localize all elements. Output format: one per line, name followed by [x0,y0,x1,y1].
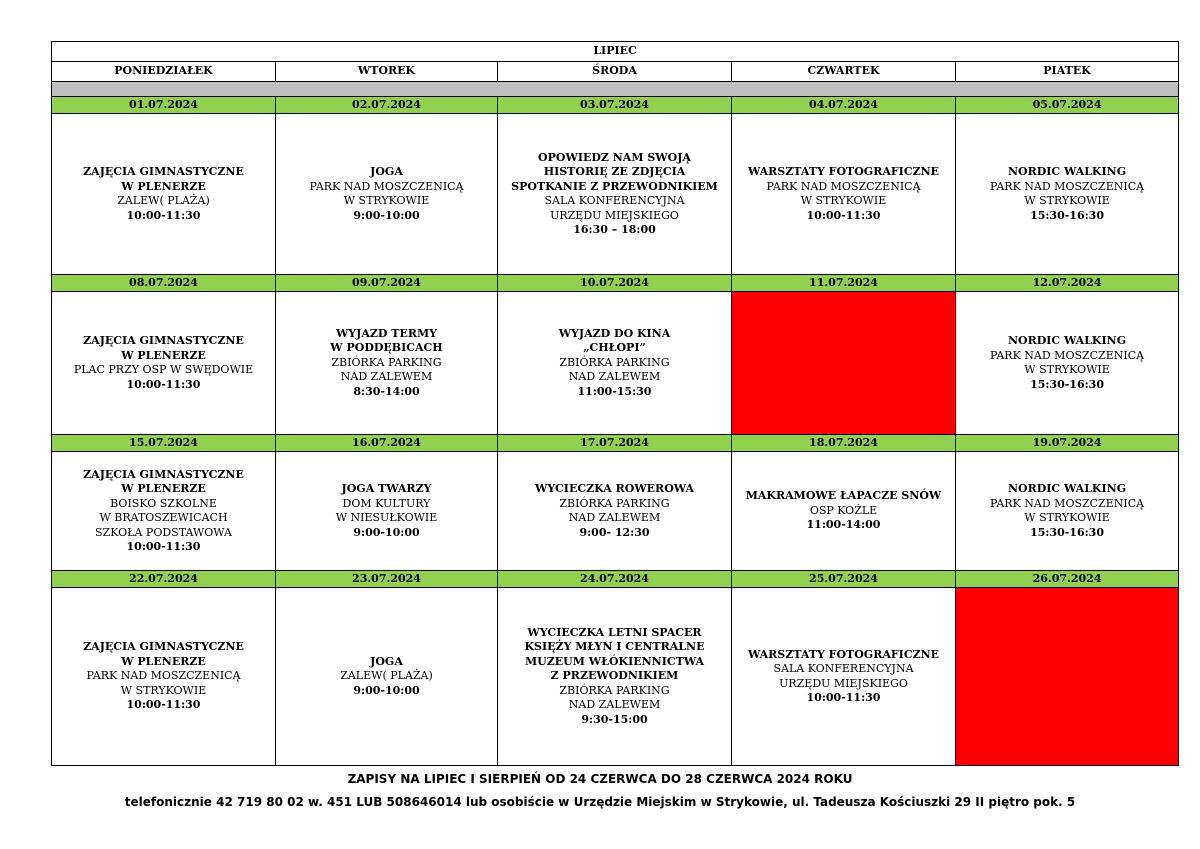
activity-place: ZBIÓRKA PARKING [559,496,670,510]
activity-title: ZAJĘCIA GIMNASTYCZNE [83,467,244,481]
date-cell: 15.07.2024 [52,435,276,452]
activity-hours: 10:00-11:30 [126,377,201,391]
date-cell: 22.07.2024 [52,571,276,588]
activity-title: SPOTKANIE Z PRZEWODNIKIEM [511,179,718,193]
activity-place: PARK NAD MOSZCZENICĄ [989,179,1145,193]
activity-title: W PODDĘBICACH [330,341,443,355]
activity-place: ZBIÓRKA PARKING [559,355,670,369]
day-header-wednesday: ŚRODA [498,62,732,82]
activity-cell [276,588,498,766]
date-cell: 26.07.2024 [956,571,1179,588]
activity-hours: 10:00-11:30 [126,208,201,222]
activity-place: SZKOŁA PODSTAWOWA [95,525,232,539]
activity-hours: 10:00-11:30 [126,698,201,712]
activity-hours: 9:00-10:00 [353,525,420,539]
activity-row [52,588,1179,766]
activity-place: OSP KOŻLE [809,503,878,517]
activity-title: WARSZTATY FOTOGRAFICZNE [747,647,940,661]
activity-title: ZAJĘCIA GIMNASTYCZNE [83,640,244,654]
activity-row [52,292,1179,435]
activity-cell [732,452,956,571]
date-cell: 08.07.2024 [52,275,276,292]
activity-title: WYJAZD TERMY [335,326,438,340]
date-row [52,97,1179,114]
activity-place: ZALEW( PLAŻA) [117,194,210,207]
activity-cell [52,292,276,435]
activity-title: WYJAZD DO KINA [558,326,671,340]
activity-row [52,452,1179,571]
activity-title: NORDIC WALKING [1007,165,1127,178]
day-header-thursday: CZWARTEK [732,62,956,82]
day-header-friday: PIATEK [956,62,1179,82]
activity-title: HISTORIĘ ZE ZDJĘCIA [543,165,686,178]
activity-cell [498,292,732,435]
footer-contact: telefonicznie 42 719 80 02 w. 451 LUB 508646014 lub osobiście w Urzędzie Miejskim w Strykowie, ul. Tadeusza Kościuszki 29 II piętro pok. 5 [124,795,1076,809]
activity-place: NAD ZALEWEM [568,511,661,524]
activity-place: ZBIÓRKA PARKING [331,355,442,369]
activity-cell [732,114,956,275]
date-cell: 23.07.2024 [276,571,498,588]
activity-title: NORDIC WALKING [1007,334,1127,347]
date-cell: 16.07.2024 [276,435,498,452]
activity-hours: 11:00-15:30 [577,384,652,398]
activity-cell [52,114,276,275]
activity-place: SALA KONFERENCYJNA [773,662,914,675]
activity-place: URZĘDU MIEJSKIEGO [550,208,679,222]
activity-title: Z PRZEWODNIKIEM [550,669,679,683]
activity-place: BOISKO SZKOLNE [110,496,217,510]
activity-title: WARSZTATY FOTOGRAFICZNE [747,165,940,178]
date-cell: 05.07.2024 [956,97,1179,114]
activity-hours: 11:00-14:00 [806,518,881,532]
activity-cell [276,452,498,571]
activity-place: PARK NAD MOSZCZENICĄ [86,669,241,683]
activity-place: ZALEW( PLAŻA) [340,669,433,683]
activity-title: MUZEUM WŁÓKIENNICTWA [525,654,704,668]
activity-cell [956,292,1179,435]
activity-place: W STRYKOWIE [1024,363,1110,376]
activity-cell [732,588,956,766]
date-cell: 12.07.2024 [956,275,1179,292]
activity-place: URZĘDU MIEJSKIEGO [779,676,908,690]
date-cell: 17.07.2024 [498,435,732,452]
activity-title: W PLENERZE [121,482,206,495]
activity-place: NAD ZALEWEM [568,370,661,384]
activity-place: NAD ZALEWEM [568,698,661,712]
activity-hours: 15:30-16:30 [1030,208,1104,222]
date-cell: 18.07.2024 [732,435,956,452]
activity-place: W STRYKOWIE [1024,511,1110,524]
activity-title: JOGA TWARZY [341,482,432,495]
activity-title: OPOWIEDZ NAM SWOJĄ [538,150,691,164]
date-cell: 24.07.2024 [498,571,732,588]
activity-cell [956,452,1179,571]
activity-title: WYCIECZKA LETNI SPACER [527,625,702,639]
schedule-table [51,41,1179,766]
date-cell: 02.07.2024 [276,97,498,114]
no-activity-cell [956,588,1179,766]
activity-title: ZAJĘCIA GIMNASTYCZNE [83,165,244,178]
activity-title: JOGA [370,165,403,178]
no-activity-cell [732,292,956,435]
activity-place: W NIESUŁKOWIE [335,511,438,524]
activity-place: NAD ZALEWEM [340,370,433,384]
activity-place: ZBIÓRKA PARKING [559,683,670,697]
activity-title: „CHŁOPI” [583,341,646,355]
activity-cell [52,452,276,571]
activity-cell [276,114,498,275]
activity-place: W STRYKOWIE [343,194,430,207]
activity-cell [276,292,498,435]
date-cell: 09.07.2024 [276,275,498,292]
activity-row [52,114,1179,275]
activity-place: PARK NAD MOSZCZENICĄ [309,179,464,193]
date-cell: 10.07.2024 [498,275,732,292]
activity-place: PARK NAD MOSZCZENICĄ [989,348,1145,362]
activity-cell [956,114,1179,275]
activity-place: PARK NAD MOSZCZENICĄ [989,496,1145,510]
activity-hours: 8:30-14:00 [353,384,420,398]
activity-title: W PLENERZE [121,179,206,193]
date-row [52,571,1179,588]
footer-registration: ZAPISY NA LIPIEC I SIERPIEŃ OD 24 CZERWCA DO 28 CZERWCA 2024 ROKU [347,772,853,786]
activity-title: MAKRAMOWE ŁAPACZE SNÓW [745,489,942,503]
activity-hours: 9:00-10:00 [353,683,420,697]
activity-place: W STRYKOWIE [800,194,887,207]
month-title: LIPIEC [52,42,1179,62]
activity-hours: 10:00-11:30 [806,208,881,222]
activity-hours: 15:30-16:30 [1030,525,1104,539]
activity-title: W PLENERZE [121,348,206,362]
day-header-tuesday: WTOREK [276,62,498,82]
activity-cell [498,588,732,766]
activity-place: W BRATOSZEWICACH [99,511,228,524]
activity-place: SALA KONFERENCYJNA [544,194,685,207]
activity-cell [52,588,276,766]
activity-hours: 9:30-15:00 [581,712,648,726]
date-cell: 04.07.2024 [732,97,956,114]
activity-title: KSIĘŻY MŁYN I CENTRALNE [524,640,705,654]
date-row [52,435,1179,452]
date-cell: 11.07.2024 [732,275,956,292]
activity-hours: 10:00-11:30 [806,691,881,704]
date-cell: 03.07.2024 [498,97,732,114]
activity-place: PARK NAD MOSZCZENICĄ [766,179,921,193]
activity-place: PLAC PRZY OSP W SWĘDOWIE [73,363,254,376]
date-cell: 01.07.2024 [52,97,276,114]
date-row [52,275,1179,292]
activity-hours: 10:00-11:30 [126,540,201,553]
activity-place: W STRYKOWIE [1024,194,1110,207]
activity-title: JOGA [370,654,403,668]
separator-row [52,82,1179,97]
date-cell: 25.07.2024 [732,571,956,588]
activity-cell [498,452,732,571]
activity-hours: 9:00-10:00 [353,208,420,222]
activity-place: W STRYKOWIE [120,683,207,697]
activity-title: ZAJĘCIA GIMNASTYCZNE [83,334,244,347]
activity-cell [498,114,732,275]
activity-title: W PLENERZE [121,654,206,668]
day-header-monday: PONIEDZIAŁEK [52,62,276,82]
activity-title: WYCIECZKA ROWEROWA [535,482,694,495]
date-cell: 19.07.2024 [956,435,1179,452]
activity-hours: 9:00- 12:30 [579,525,650,539]
activity-title: NORDIC WALKING [1007,482,1127,495]
activity-hours: 16:30 – 18:00 [573,223,656,236]
activity-place: DOM KULTURY [342,496,431,510]
activity-hours: 15:30-16:30 [1030,377,1104,391]
